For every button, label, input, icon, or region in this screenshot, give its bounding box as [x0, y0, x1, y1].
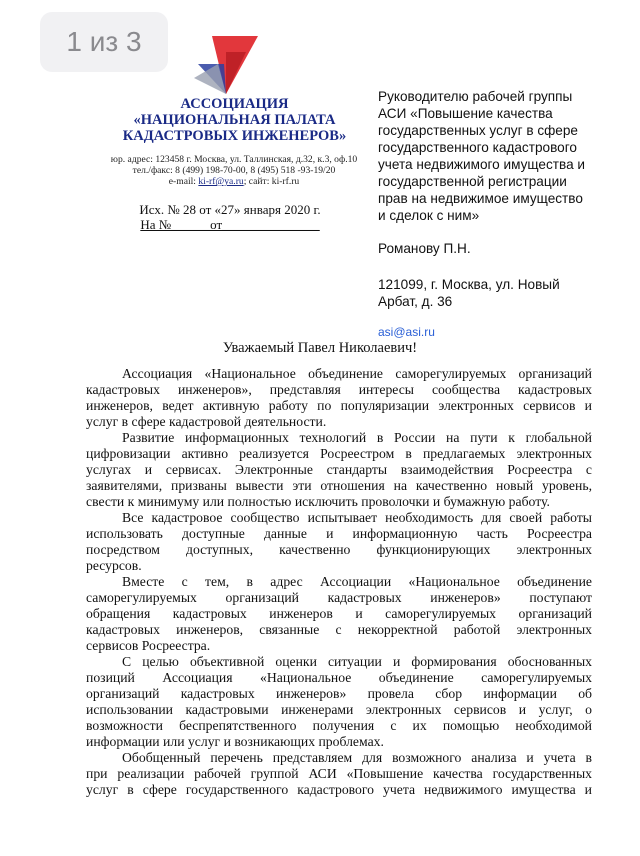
text-line: позиций Ассоциация «Национальное объединение саморегулируемых	[86, 670, 592, 685]
recipient-line: государственных услуг в сфере	[378, 123, 578, 138]
org-name-line: КАДАСТРОВЫХ ИНЖЕНЕРОВ»	[122, 128, 347, 144]
org-email-link[interactable]: ki-rf@ya.ru	[198, 176, 244, 187]
text-line: услугах и сервисах. Электронные стандарты взаимодействия Росреестра с	[86, 462, 592, 477]
letter-body	[86, 366, 592, 798]
org-email-site	[84, 176, 384, 187]
text-line: Обобщенный перечень представляем для возможного анализа и учета в	[122, 750, 592, 765]
org-site: ; сайт: ki-rf.ru	[243, 176, 300, 187]
text-line: использовании кадастровыми инженерами электронных сервисов и услуг, о	[86, 702, 592, 717]
text-line: информации или услуг и возникающих проблемах.	[86, 734, 384, 749]
email-label: e-mail:	[168, 176, 199, 187]
paragraph	[86, 430, 592, 510]
page-counter-badge: 1 из 3	[40, 12, 168, 72]
text-line: Все кадастровое сообщество испытывает необходимость для своей работы	[122, 510, 592, 525]
text-line: ресурсов.	[86, 558, 142, 573]
text-line: свести к минимуму или полностью исключить проволочки и бумажную работу.	[86, 494, 550, 509]
recipient-block	[378, 88, 628, 224]
paragraph	[86, 366, 592, 430]
text-line: саморегулируемых организаций кадастровых инженеров» поступают	[86, 590, 592, 605]
recipient-line: государственной регистрации	[378, 174, 567, 189]
text-line: цифровизации активно реализуется Росреестром в предлагаемых электронных	[86, 446, 592, 461]
text-line: заявителями, призваны вывести эти отношения на качественно новый уровень,	[86, 478, 592, 493]
org-name-line: «НАЦИОНАЛЬНАЯ ПАЛАТА	[133, 112, 336, 128]
text-line: организаций кадастровых инженеров» провела сбор информации об	[86, 686, 592, 701]
recipient-address-line: Арбат, д. 36	[378, 294, 453, 309]
paragraph	[86, 510, 592, 574]
outgoing-reference	[110, 202, 350, 232]
recipient-line: государственного кадастрового	[378, 140, 577, 155]
recipient-line: учета недвижимого имущества и	[378, 157, 586, 172]
organization-contacts	[84, 154, 384, 187]
recipient-line: прав на недвижимое имущество	[378, 191, 583, 206]
text-line: посредством доступных, качественно функционирующих электронных	[86, 542, 592, 557]
text-line: обращения кадастровых инженеров и саморегулируемых организаций	[86, 606, 592, 621]
text-line: С целью объективной оценки ситуации и формирования обоснованных	[122, 654, 592, 669]
org-name-line: АССОЦИАЦИЯ	[180, 96, 289, 112]
text-line: сервисов Росреестра.	[86, 638, 211, 653]
association-logo	[188, 34, 260, 98]
incoming-number: На №______от_______________	[140, 217, 320, 232]
text-line: возможности беспрепятственного получения с их помощью необходимой	[86, 718, 592, 733]
text-line: услуг в сфере государственного кадастрового учета недвижимого имущества и	[86, 782, 592, 797]
paragraph	[86, 654, 592, 750]
org-phone: тел./факс: 8 (499) 198-70-00, 8 (495) 518 -93-19/20	[132, 165, 336, 176]
text-line: услуг в сфере кадастровой деятельности.	[86, 414, 327, 429]
recipient-email-link[interactable]: asi@asi.ru	[378, 325, 435, 339]
text-line: Развитие информационных технологий в России на пути к глобальной	[122, 430, 592, 445]
text-line: Ассоциация «Национальное объединение саморегулируемых организаций	[122, 366, 592, 381]
salutation: Уважаемый Павел Николаевич!	[222, 340, 418, 356]
outgoing-number: Исх. № 28 от «27» января 2020 г.	[139, 202, 321, 217]
recipient-line: Руководителю рабочей группы	[378, 89, 573, 104]
recipient-line: и сделок с ним»	[378, 208, 480, 223]
paragraph	[86, 574, 592, 654]
recipient-address	[378, 276, 560, 310]
recipient-line: АСИ «Повышение качества	[378, 106, 553, 121]
org-address: юр. адрес: 123458 г. Москва, ул. Таллинская, д.32, к.3, оф.10	[110, 154, 358, 165]
recipient-name: Романову П.Н.	[378, 241, 471, 256]
recipient-address-line: 121099, г. Москва, ул. Новый	[378, 277, 560, 292]
text-line: использовать доступные данные и информационную часть Росреестра	[86, 526, 592, 541]
text-line: Вместе с тем, в адрес Ассоциации «Национальное объединение	[122, 574, 592, 589]
text-line: инженеров, ведет активную работу по популяризации электронных сервисов и	[86, 398, 592, 413]
text-line: кадастровых инженеров», представляя интересы сообщества кадастровых	[86, 382, 592, 397]
paragraph	[86, 750, 592, 798]
text-line: при реализации рабочей группой АСИ «Повышение качества государственных	[86, 766, 592, 781]
text-line: кадастровых инженеров, связанные с некорректной работой электронных	[86, 622, 592, 637]
organization-name	[92, 96, 377, 144]
